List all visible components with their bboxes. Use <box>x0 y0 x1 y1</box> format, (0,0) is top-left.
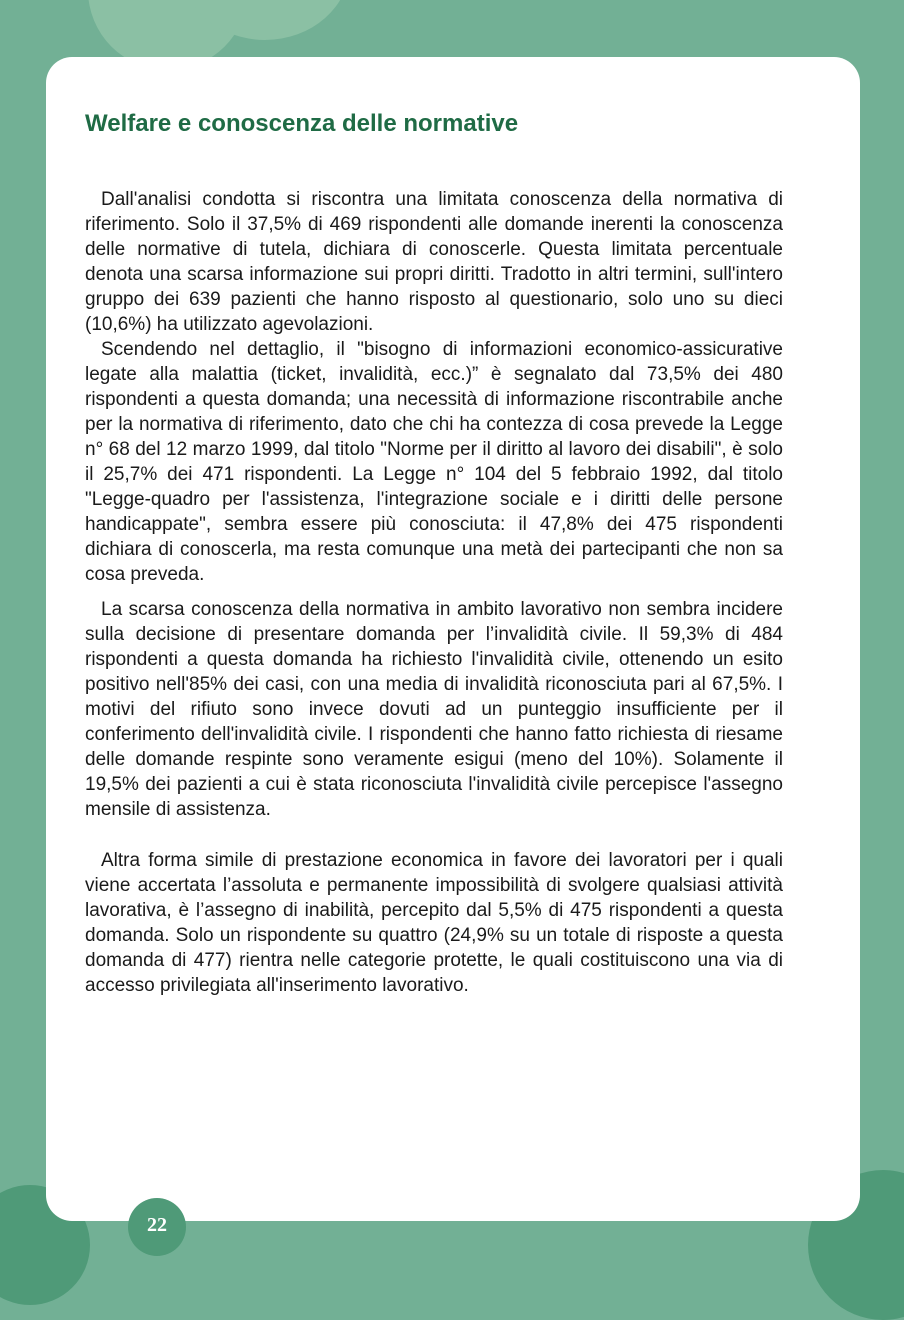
page-number: 22 <box>147 1214 167 1236</box>
paragraph: Scendendo nel dettaglio, il "bisogno di informazioni economico-assicurative legate alla malattia (ticket, invalidità, ecc.)” è segnalato dal 73,5% dei 480 rispondenti a questa domanda; una necessità di informazione riscontrabile anche per la normativa di riferimento, dato che chi ha contezza di cosa prevede la Legge n° 68 del 12 marzo 1999, dal titolo "Norme per il diritto al lavoro dei disabili", è solo il 25,7% dei 471 rispondenti. La Legge n° 104 del 5 febbraio 1992, dal titolo "Legge-quadro per l'assistenza, l'integrazione sociale e i diritti delle persone handicappate", sembra essere più conosciuta: il 47,8% dei 475 rispondenti dichiara di conoscerla, ma resta comunque una metà dei partecipanti che non sa cosa preveda. <box>85 339 783 585</box>
paragraph: Dall'analisi condotta si riscontra una limitata conoscenza della normativa di riferimento. Solo il 37,5% di 469 rispondenti alle domande inerenti la conoscenza delle normative di tutela, dichiara di conoscerle. Questa limitata percentuale denota una scarsa informazione sui propri diritti. Tradotto in altri termini, sull'intero gruppo dei 639 pazienti che hanno risposto al questionario, solo uno su dieci (10,6%) ha utilizzato agevolazioni. <box>85 189 783 335</box>
paragraph: Altra forma simile di prestazione economica in favore dei lavoratori per i quali viene accertata l’assoluta e permanente impossibilità di svolgere qualsiasi attività lavorativa, è l’assegno di inabilità, percepito dal 5,5% di 475 rispondenti a questa domanda. Solo un rispondente su quattro (24,9% su un totale di risposte a questa domanda di 477) rientra nelle categorie protette, le quali costituiscono una via di accesso privilegiata all'inserimento lavorativo. <box>85 850 783 996</box>
body-text <box>85 187 783 998</box>
paragraph: La scarsa conoscenza della normativa in ambito lavorativo non sembra incidere sulla decisione di presentare domanda per l’invalidità civile. Il 59,3% di 484 rispondenti a questa domanda ha richiesto l'invalidità civile, ottenendo un esito positivo nell'85% dei casi, con una media di invalidità riconosciuta pari al 67,5%. I motivi del rifiuto sono invece dovuti ad un punteggio insufficiente per il conferimento dell'invalidità civile. I rispondenti che hanno fatto richiesta di riesame delle domande respinte sono veramente esigui (meno del 10%). Solamente il 19,5% dei pazienti a cui è stata riconosciuta l'invalidità civile percepisce l'assegno mensile di assistenza. <box>85 599 783 820</box>
section-title: Welfare e conoscenza delle normative <box>85 110 519 137</box>
